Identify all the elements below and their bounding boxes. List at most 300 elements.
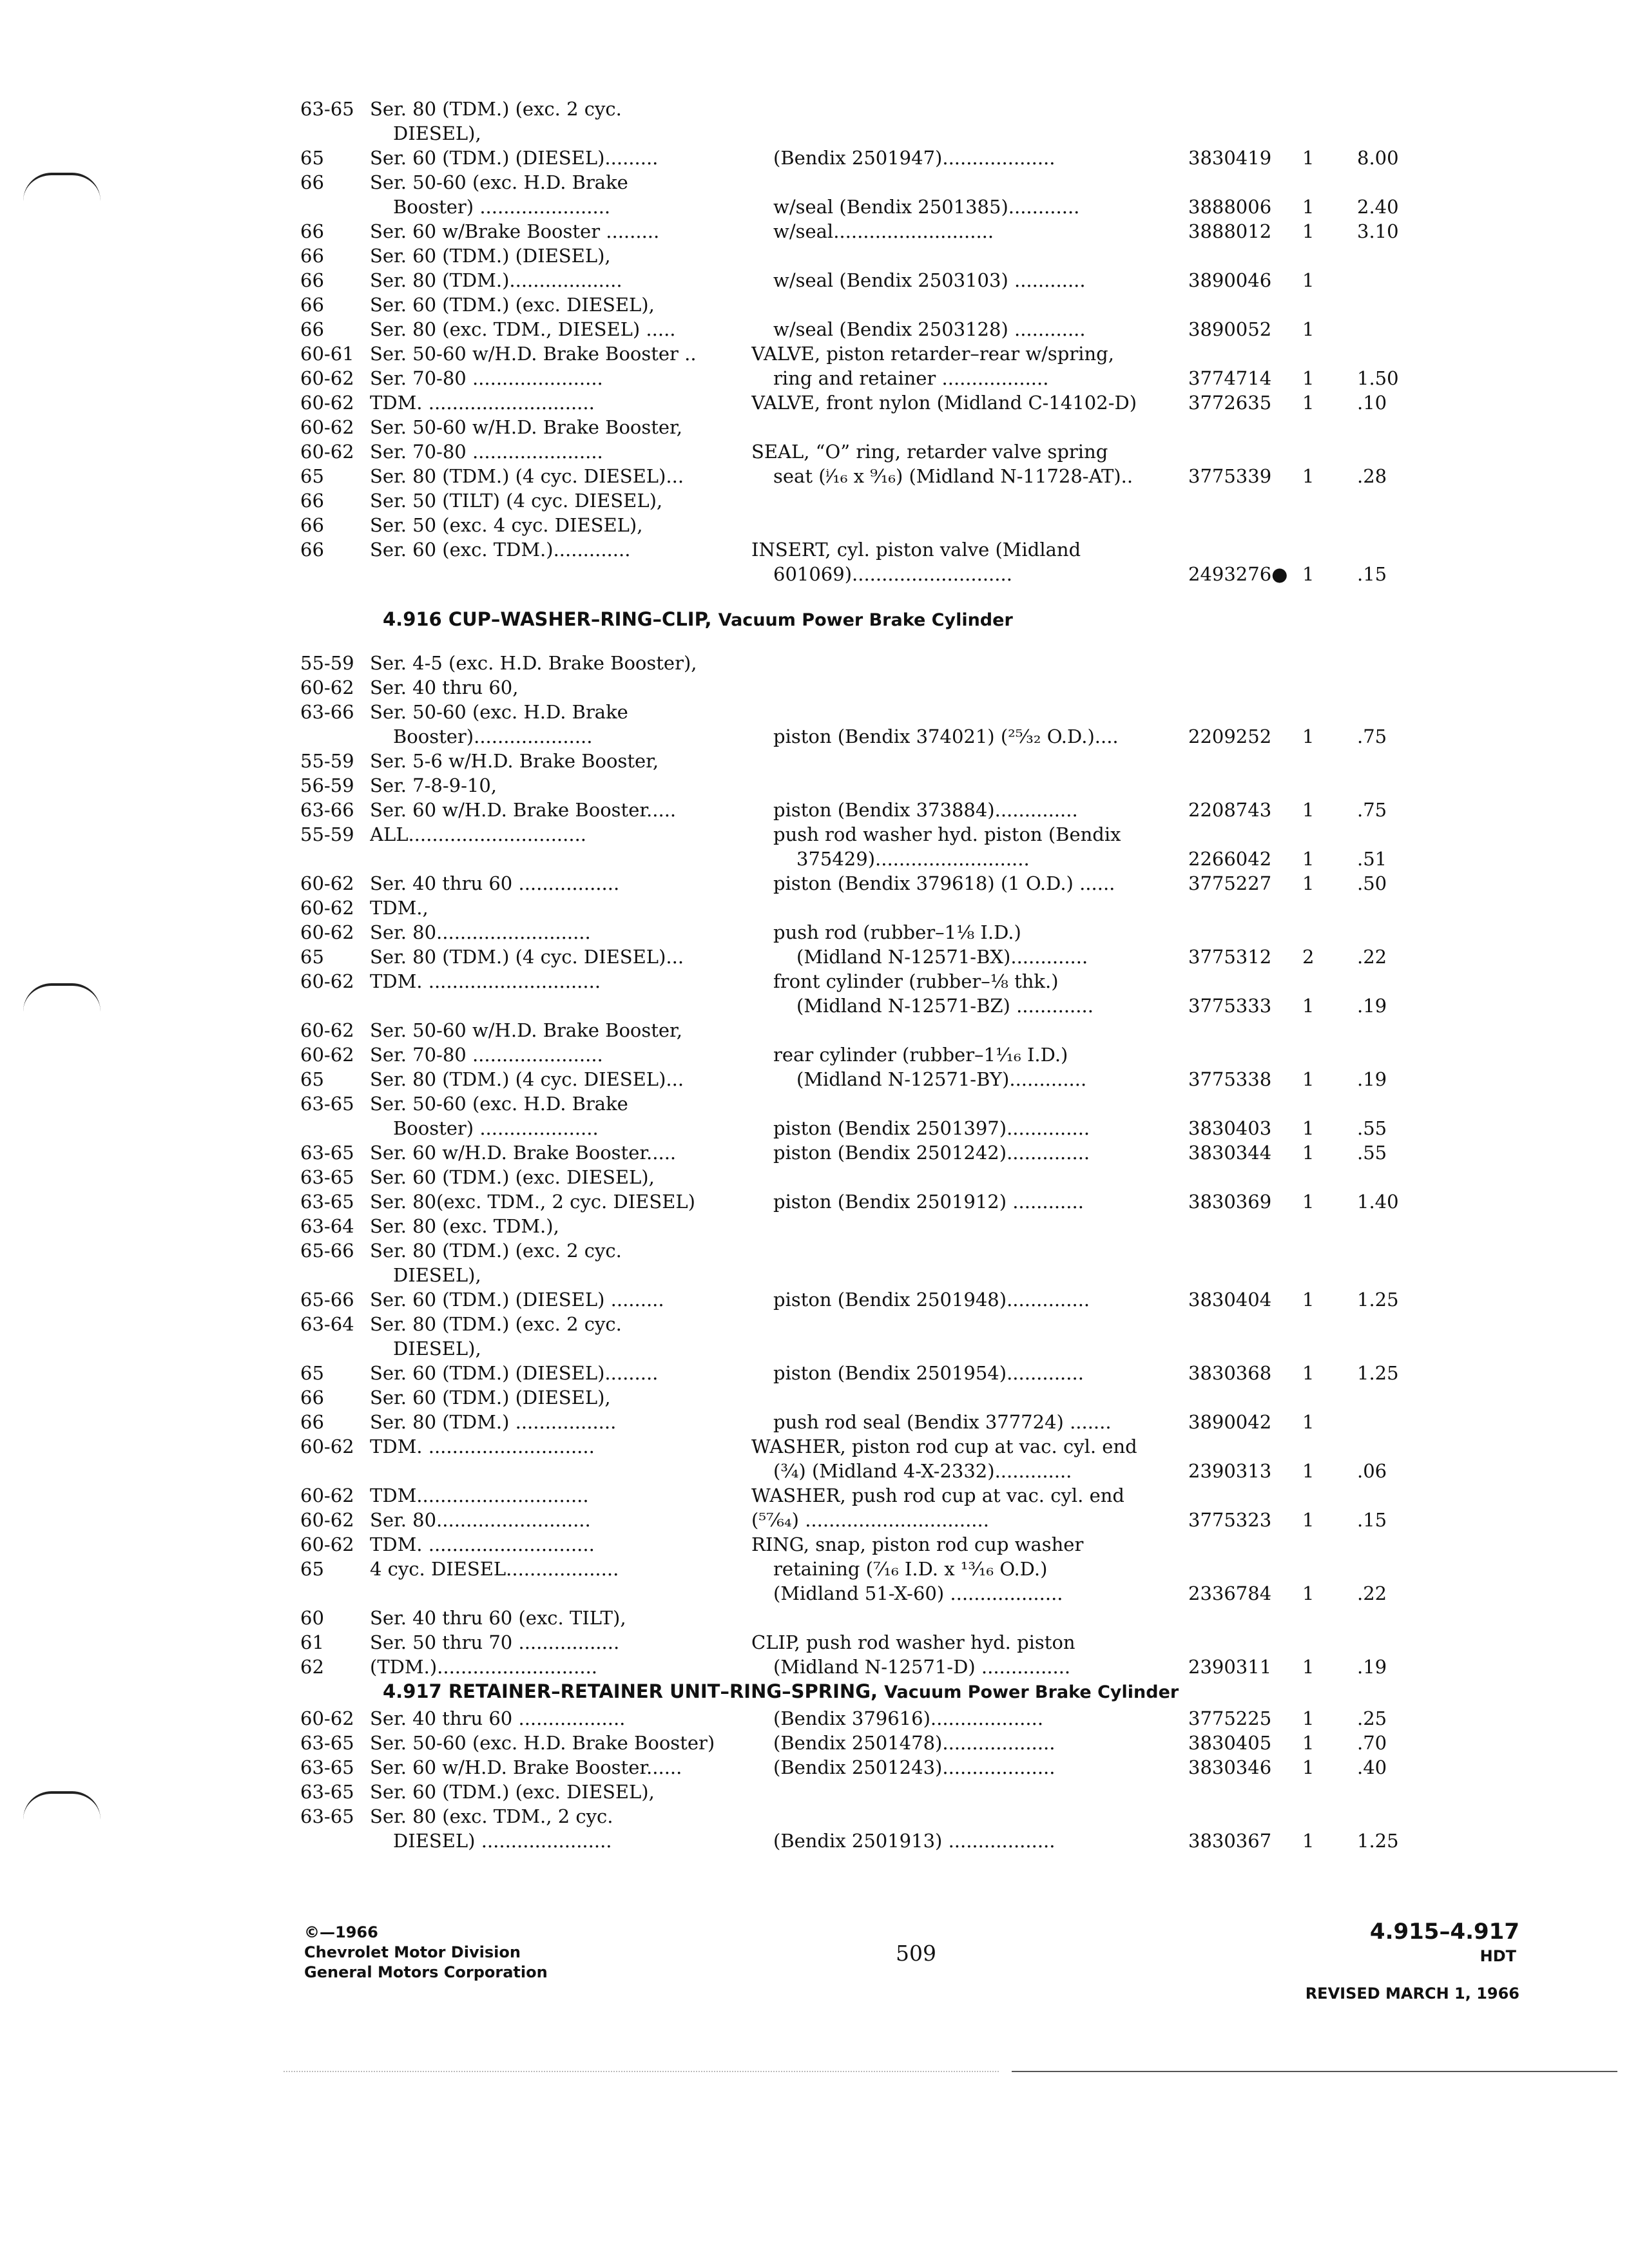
parts-row (300, 1018, 1525, 1043)
part-description: (Midland N-12571-BX)............. (796, 946, 1088, 968)
punch-hole-mark (23, 983, 101, 1012)
quantity: 1 (1302, 563, 1315, 585)
application: Ser. 50-60 w/H.D. Brake Booster .. (370, 343, 697, 365)
parts-row (300, 1829, 1525, 1853)
model-years: 63-65 (300, 1732, 354, 1754)
parts-row (300, 1581, 1525, 1606)
part-number: 3890042 (1188, 1411, 1272, 1433)
model-years: 66 (300, 220, 324, 242)
part-description: front cylinder (rubber–⅛ thk.) (773, 970, 1059, 992)
parts-row (300, 773, 1525, 798)
application: (TDM.)........................... (370, 1656, 598, 1678)
parts-row (300, 1263, 1525, 1287)
model-years: 66 (300, 539, 324, 561)
quantity: 1 (1302, 220, 1315, 242)
application: TDM............................. (370, 1485, 589, 1506)
model-years: 60-62 (300, 1707, 354, 1729)
model-years: 60-62 (300, 1436, 354, 1457)
parts-row (300, 1459, 1525, 1483)
application: Ser. 80 (exc. TDM., 2 cyc. (370, 1805, 613, 1827)
parts-row (300, 293, 1525, 317)
model-years: 60-62 (300, 1044, 354, 1066)
model-years: 60-62 (300, 441, 354, 463)
section-reference: 4.915–4.917 (1369, 1919, 1519, 1945)
model-years: 65 (300, 946, 324, 968)
parts-row (300, 651, 1525, 675)
application: DIESEL) ...................... (393, 1830, 612, 1852)
application: Ser. 4-5 (exc. H.D. Brake Booster), (370, 652, 697, 674)
application: Ser. 70-80 ...................... (370, 1044, 603, 1066)
parts-row (300, 195, 1525, 219)
model-years: 63-65 (300, 1191, 354, 1213)
application: Booster) .................... (393, 1117, 599, 1139)
price: 1.40 (1357, 1191, 1399, 1213)
model-years: 60-62 (300, 1533, 354, 1555)
model-years: 63-65 (300, 1781, 354, 1803)
price: 2.40 (1357, 196, 1399, 218)
price: 3.10 (1357, 220, 1399, 242)
price: .19 (1357, 1656, 1387, 1678)
model-years: 66 (300, 1387, 324, 1408)
parts-row (300, 798, 1525, 822)
application: Ser. 60 w/H.D. Brake Booster...... (370, 1756, 682, 1778)
application: Ser. 50 (TILT) (4 cyc. DIESEL), (370, 490, 663, 512)
model-years: 65 (300, 147, 324, 169)
part-number: 3888012 (1188, 220, 1272, 242)
application: Ser. 80 (TDM.) (exc. 2 cyc. (370, 98, 622, 120)
parts-row (300, 700, 1525, 724)
application: Ser. 60 (TDM.) (DIESEL)......... (370, 1362, 659, 1384)
part-number: 2336784 (1188, 1582, 1272, 1604)
section-name: CUP–WASHER–RING–CLIP, (448, 608, 712, 630)
quantity: 1 (1302, 1830, 1315, 1852)
parts-row (300, 1385, 1525, 1410)
parts-row (300, 1532, 1525, 1557)
part-description: w/seal (Bendix 2503103) ............ (773, 269, 1086, 291)
part-description: w/seal........................... (773, 220, 994, 242)
parts-row (300, 1606, 1525, 1630)
application: Ser. 80 (exc. TDM., DIESEL) ..... (370, 318, 676, 340)
parts-row (300, 390, 1525, 415)
divider-dotted (284, 2071, 999, 2072)
quantity: 1 (1302, 1707, 1315, 1729)
parts-row (300, 244, 1525, 268)
parts-row (300, 562, 1525, 586)
application: Ser. 60 (TDM.) (DIESEL), (370, 1387, 611, 1408)
quantity: 1 (1302, 465, 1315, 487)
quantity: 1 (1302, 1509, 1315, 1531)
model-years: 62 (300, 1656, 324, 1678)
part-description: push rod seal (Bendix 377724) ....... (773, 1411, 1112, 1433)
part-number: 3830344 (1188, 1142, 1272, 1164)
part-description: SEAL, “O” ring, retarder valve spring (751, 441, 1108, 463)
parts-row (300, 1557, 1525, 1581)
price: .15 (1357, 1509, 1387, 1531)
quantity: 1 (1302, 799, 1315, 821)
application: Booster) ...................... (393, 196, 611, 218)
part-description: (Bendix 379616)................... (773, 1707, 1044, 1729)
part-description: piston (Bendix 2501242).............. (773, 1142, 1090, 1164)
section-subtitle: Vacuum Power Brake Cylinder (884, 1682, 1179, 1702)
price: .22 (1357, 946, 1387, 968)
quantity: 1 (1302, 1656, 1315, 1678)
application: Ser. 40 thru 60 (exc. TILT), (370, 1607, 626, 1629)
price: 8.00 (1357, 147, 1399, 169)
application: TDM. ............................. (370, 970, 601, 992)
part-number: 3830419 (1188, 147, 1272, 169)
revised-date: REVISED MARCH 1, 1966 (1305, 1984, 1519, 2003)
punch-hole-mark (23, 1791, 101, 1820)
section-title (383, 607, 1013, 633)
parts-row (300, 1804, 1525, 1829)
quantity: 1 (1302, 1362, 1315, 1384)
part-description: (Bendix 2501243)................... (773, 1756, 1055, 1778)
price: .15 (1357, 563, 1387, 585)
part-number: 3890046 (1188, 269, 1272, 291)
model-years: 66 (300, 490, 324, 512)
part-number: 3830405 (1188, 1732, 1272, 1754)
model-years: 65-66 (300, 1289, 354, 1311)
part-number: 3775312 (1188, 946, 1272, 968)
price: .06 (1357, 1460, 1387, 1482)
parts-row (300, 1165, 1525, 1189)
application: DIESEL), (393, 1338, 481, 1360)
application: Ser. 5-6 w/H.D. Brake Booster, (370, 750, 659, 772)
part-description: ring and retainer .................. (773, 367, 1049, 389)
model-years: 65 (300, 465, 324, 487)
part-number: 3830346 (1188, 1756, 1272, 1778)
part-number: 2390313 (1188, 1460, 1272, 1482)
quantity: 1 (1302, 1756, 1315, 1778)
parts-row (300, 415, 1525, 439)
parts-list (300, 97, 1525, 1853)
application: Ser. 60 w/H.D. Brake Booster..... (370, 1142, 677, 1164)
application: Ser. 60 w/H.D. Brake Booster..... (370, 799, 677, 821)
section-title (383, 1679, 1179, 1705)
application: Ser. 40 thru 60, (370, 677, 519, 698)
application: Ser. 80 (TDM.)................... (370, 269, 622, 291)
application: Ser. 80 (TDM.) (4 cyc. DIESEL)... (370, 1068, 684, 1090)
parts-row (300, 1116, 1525, 1140)
application: Ser. 60 (TDM.) (DIESEL)......... (370, 147, 659, 169)
price: .10 (1357, 392, 1387, 414)
price: .75 (1357, 726, 1387, 747)
parts-row (300, 537, 1525, 562)
parts-row (300, 488, 1525, 513)
part-description: WASHER, piston rod cup at vac. cyl. end (751, 1436, 1137, 1457)
application: Ser. 80 (TDM.) (exc. 2 cyc. (370, 1313, 622, 1335)
model-years: 56-59 (300, 774, 354, 796)
part-number: 2266042 (1188, 848, 1272, 870)
model-years: 60-62 (300, 1509, 354, 1531)
application: Ser. 80 (TDM.) (exc. 2 cyc. (370, 1240, 622, 1262)
divider-line (1012, 2071, 1617, 2072)
price: .55 (1357, 1117, 1387, 1139)
part-number: 3830403 (1188, 1117, 1272, 1139)
section-name: RETAINER–RETAINER UNIT–RING–SPRING, (448, 1680, 878, 1702)
parts-row (300, 1336, 1525, 1361)
model-years: 66 (300, 294, 324, 316)
application: Ser. 50 thru 70 ................. (370, 1631, 620, 1653)
application: Ser. 70-80 ...................... (370, 441, 603, 463)
part-description: (¾) (Midland 4-X-2332)............. (773, 1460, 1072, 1482)
part-description: (Bendix 2501478)................... (773, 1732, 1055, 1754)
application: Ser. 50-60 (exc. H.D. Brake Booster) (370, 1732, 715, 1754)
parts-row (300, 439, 1525, 464)
part-number: 3775333 (1188, 995, 1272, 1017)
parts-row (300, 1287, 1525, 1312)
price: .51 (1357, 848, 1387, 870)
parts-row (300, 317, 1525, 341)
part-number: 2209252 (1188, 726, 1272, 747)
model-years: 55-59 (300, 652, 354, 674)
part-number: 3774714 (1188, 367, 1272, 389)
part-description: RING, snap, piston rod cup washer (751, 1533, 1084, 1555)
model-years: 60-62 (300, 367, 354, 389)
model-years: 63-65 (300, 1142, 354, 1164)
price: .22 (1357, 1582, 1387, 1604)
quantity: 1 (1302, 269, 1315, 291)
section-subtitle: Vacuum Power Brake Cylinder (718, 610, 1013, 630)
quantity: 1 (1302, 318, 1315, 340)
copyright-line: ©—1966 (304, 1923, 378, 1941)
price: 1.25 (1357, 1289, 1399, 1311)
part-number: 2493276● (1188, 563, 1288, 585)
quantity: 1 (1302, 726, 1315, 747)
model-years: 65 (300, 1362, 324, 1384)
parts-row (300, 97, 1525, 121)
part-number: 3775338 (1188, 1068, 1272, 1090)
quantity: 1 (1302, 1411, 1315, 1433)
parts-row (300, 219, 1525, 244)
section-heading (300, 1679, 1525, 1706)
part-number: 3775227 (1188, 872, 1272, 894)
section-number: 4.916 (383, 608, 442, 630)
parts-row (300, 896, 1525, 920)
part-description: piston (Bendix 2501912) ............ (773, 1191, 1084, 1213)
quantity: 1 (1302, 872, 1315, 894)
part-number: 3775323 (1188, 1509, 1272, 1531)
part-description: 601069)........................... (773, 563, 1012, 585)
part-number: 3888006 (1188, 196, 1272, 218)
model-years: 60-62 (300, 897, 354, 919)
part-description: push rod washer hyd. piston (Bendix (773, 823, 1121, 845)
parts-row (300, 1067, 1525, 1091)
application: Ser. 50-60 (exc. H.D. Brake (370, 1093, 628, 1115)
application: Ser. 80 (exc. TDM.), (370, 1215, 559, 1237)
quantity: 1 (1302, 367, 1315, 389)
model-years: 66 (300, 318, 324, 340)
model-years: 66 (300, 171, 324, 193)
parts-row (300, 1140, 1525, 1165)
model-years: 60-62 (300, 970, 354, 992)
application: TDM. ............................ (370, 1533, 595, 1555)
price: .40 (1357, 1756, 1387, 1778)
quantity: 1 (1302, 1142, 1315, 1164)
application: Ser. 40 thru 60 .................. (370, 1707, 626, 1729)
application: Ser. 60 (TDM.) (exc. DIESEL), (370, 294, 655, 316)
part-number: 3775225 (1188, 1707, 1272, 1729)
application: Ser. 60 (TDM.) (exc. DIESEL), (370, 1166, 655, 1188)
part-description: 375429).......................... (796, 848, 1030, 870)
parts-row (300, 1706, 1525, 1731)
parts-row (300, 994, 1525, 1018)
part-number: 2208743 (1188, 799, 1272, 821)
parts-row (300, 1630, 1525, 1655)
parts-row (300, 1410, 1525, 1434)
price: .19 (1357, 995, 1387, 1017)
application: DIESEL), (393, 1264, 481, 1286)
part-number: 3830368 (1188, 1362, 1272, 1384)
part-number: 2390311 (1188, 1656, 1272, 1678)
part-description: VALVE, piston retarder–rear w/spring, (751, 343, 1114, 365)
price: .25 (1357, 1707, 1387, 1729)
part-description: piston (Bendix 379618) (1 O.D.) ...... (773, 872, 1115, 894)
model-years: 55-59 (300, 823, 354, 845)
price: .75 (1357, 799, 1387, 821)
application: Ser. 80.......................... (370, 1509, 591, 1531)
model-years: 60-62 (300, 677, 354, 698)
price: .19 (1357, 1068, 1387, 1090)
spacer (300, 586, 1525, 607)
model-years: 60-62 (300, 872, 354, 894)
quantity: 1 (1302, 392, 1315, 414)
part-number: 3830404 (1188, 1289, 1272, 1311)
model-years: 55-59 (300, 750, 354, 772)
application: Ser. 60 (TDM.) (DIESEL) ......... (370, 1289, 664, 1311)
parts-row (300, 945, 1525, 969)
application: Ser. 50-60 w/H.D. Brake Booster, (370, 1019, 682, 1041)
quantity: 1 (1302, 1191, 1315, 1213)
corporation-name: General Motors Corporation (304, 1963, 548, 1981)
model-years: 66 (300, 1411, 324, 1433)
parts-row (300, 1091, 1525, 1116)
model-years: 63-65 (300, 1166, 354, 1188)
application: Ser. 70-80 ...................... (370, 367, 603, 389)
model-years: 63-65 (300, 1805, 354, 1827)
model-years: 63-66 (300, 799, 354, 821)
parts-row (300, 464, 1525, 488)
part-description: piston (Bendix 374021) (²⁵⁄₃₂ O.D.).... (773, 726, 1119, 747)
model-years: 60-62 (300, 1019, 354, 1041)
application: Ser. 80 (TDM.) (4 cyc. DIESEL)... (370, 465, 684, 487)
part-description: w/seal (Bendix 2501385)............ (773, 196, 1080, 218)
section-number: 4.917 (383, 1680, 442, 1702)
quantity: 1 (1302, 1117, 1315, 1139)
parts-row (300, 724, 1525, 749)
part-description: (Midland 51-X-60) ................... (773, 1582, 1063, 1604)
application: TDM. ............................ (370, 392, 595, 414)
part-description: CLIP, push rod washer hyd. piston (751, 1631, 1075, 1653)
part-number: 3772635 (1188, 392, 1272, 414)
part-description: INSERT, cyl. piston valve (Midland (751, 539, 1081, 561)
quantity: 1 (1302, 1460, 1315, 1482)
parts-row (300, 1755, 1525, 1780)
quantity: 1 (1302, 995, 1315, 1017)
part-description: w/seal (Bendix 2503128) ............ (773, 318, 1086, 340)
model-years: 60-61 (300, 343, 354, 365)
part-description: retaining (⁷⁄₁₆ I.D. x ¹³⁄₁₆ O.D.) (773, 1558, 1048, 1580)
copyright-block (304, 1923, 548, 1983)
application: Ser. 80(exc. TDM., 2 cyc. DIESEL) (370, 1191, 695, 1213)
application: Booster).................... (393, 726, 593, 747)
model-years: 65 (300, 1558, 324, 1580)
part-description: piston (Bendix 2501397).............. (773, 1117, 1090, 1139)
application: TDM., (370, 897, 429, 919)
page-number: 509 (896, 1941, 936, 1966)
parts-row (300, 675, 1525, 700)
application: Ser. 50 (exc. 4 cyc. DIESEL), (370, 514, 643, 536)
application: Ser. 40 thru 60 ................. (370, 872, 620, 894)
parts-row (300, 920, 1525, 945)
parts-row (300, 1043, 1525, 1067)
part-number: 3830369 (1188, 1191, 1272, 1213)
part-description: (Midland N-12571-D) ............... (773, 1656, 1071, 1678)
punch-hole-mark (23, 173, 101, 201)
parts-row (300, 1508, 1525, 1532)
part-description: piston (Bendix 373884).............. (773, 799, 1078, 821)
part-number: 3830367 (1188, 1830, 1272, 1852)
parts-row (300, 822, 1525, 847)
parts-row (300, 170, 1525, 195)
spacer (300, 639, 1525, 651)
part-description: WASHER, push rod cup at vac. cyl. end (751, 1485, 1124, 1506)
model-years: 63-66 (300, 701, 354, 723)
application: Ser. 60 w/Brake Booster ......... (370, 220, 660, 242)
parts-row (300, 1238, 1525, 1263)
model-years: 63-65 (300, 1093, 354, 1115)
application: Ser. 60 (TDM.) (DIESEL), (370, 245, 611, 267)
model-years: 63-64 (300, 1313, 354, 1335)
parts-row (300, 1361, 1525, 1385)
parts-row (300, 1214, 1525, 1238)
application: TDM. ............................ (370, 1436, 595, 1457)
part-number: 3775339 (1188, 465, 1272, 487)
part-description: piston (Bendix 2501954)............. (773, 1362, 1084, 1384)
quantity: 1 (1302, 1582, 1315, 1604)
price: .70 (1357, 1732, 1387, 1754)
application: 4 cyc. DIESEL................... (370, 1558, 619, 1580)
hdt-label: HDT (1480, 1947, 1516, 1965)
parts-row (300, 268, 1525, 293)
application: Ser. 50-60 w/H.D. Brake Booster, (370, 416, 682, 438)
model-years: 66 (300, 514, 324, 536)
quantity: 1 (1302, 1289, 1315, 1311)
application: Ser. 60 (TDM.) (exc. DIESEL), (370, 1781, 655, 1803)
part-description: push rod (rubber–1⅛ I.D.) (773, 921, 1021, 943)
model-years: 63-65 (300, 1756, 354, 1778)
price: 1.25 (1357, 1830, 1399, 1852)
model-years: 61 (300, 1631, 324, 1653)
model-years: 66 (300, 245, 324, 267)
quantity: 1 (1302, 147, 1315, 169)
application: Ser. 7-8-9-10, (370, 774, 497, 796)
part-number: 3890052 (1188, 318, 1272, 340)
price: .28 (1357, 465, 1387, 487)
model-years: 60-62 (300, 416, 354, 438)
application: Ser. 80 (TDM.) (4 cyc. DIESEL)... (370, 946, 684, 968)
part-description: (Bendix 2501947)................... (773, 147, 1055, 169)
model-years: 66 (300, 269, 324, 291)
model-years: 63-64 (300, 1215, 354, 1237)
model-years: 60-62 (300, 1485, 354, 1506)
part-description: (Midland N-12571-BZ) ............. (796, 995, 1094, 1017)
price: 1.50 (1357, 367, 1399, 389)
parts-row (300, 341, 1525, 366)
quantity: 1 (1302, 1068, 1315, 1090)
parts-row (300, 1434, 1525, 1459)
part-description: (Midland N-12571-BY)............. (796, 1068, 1087, 1090)
